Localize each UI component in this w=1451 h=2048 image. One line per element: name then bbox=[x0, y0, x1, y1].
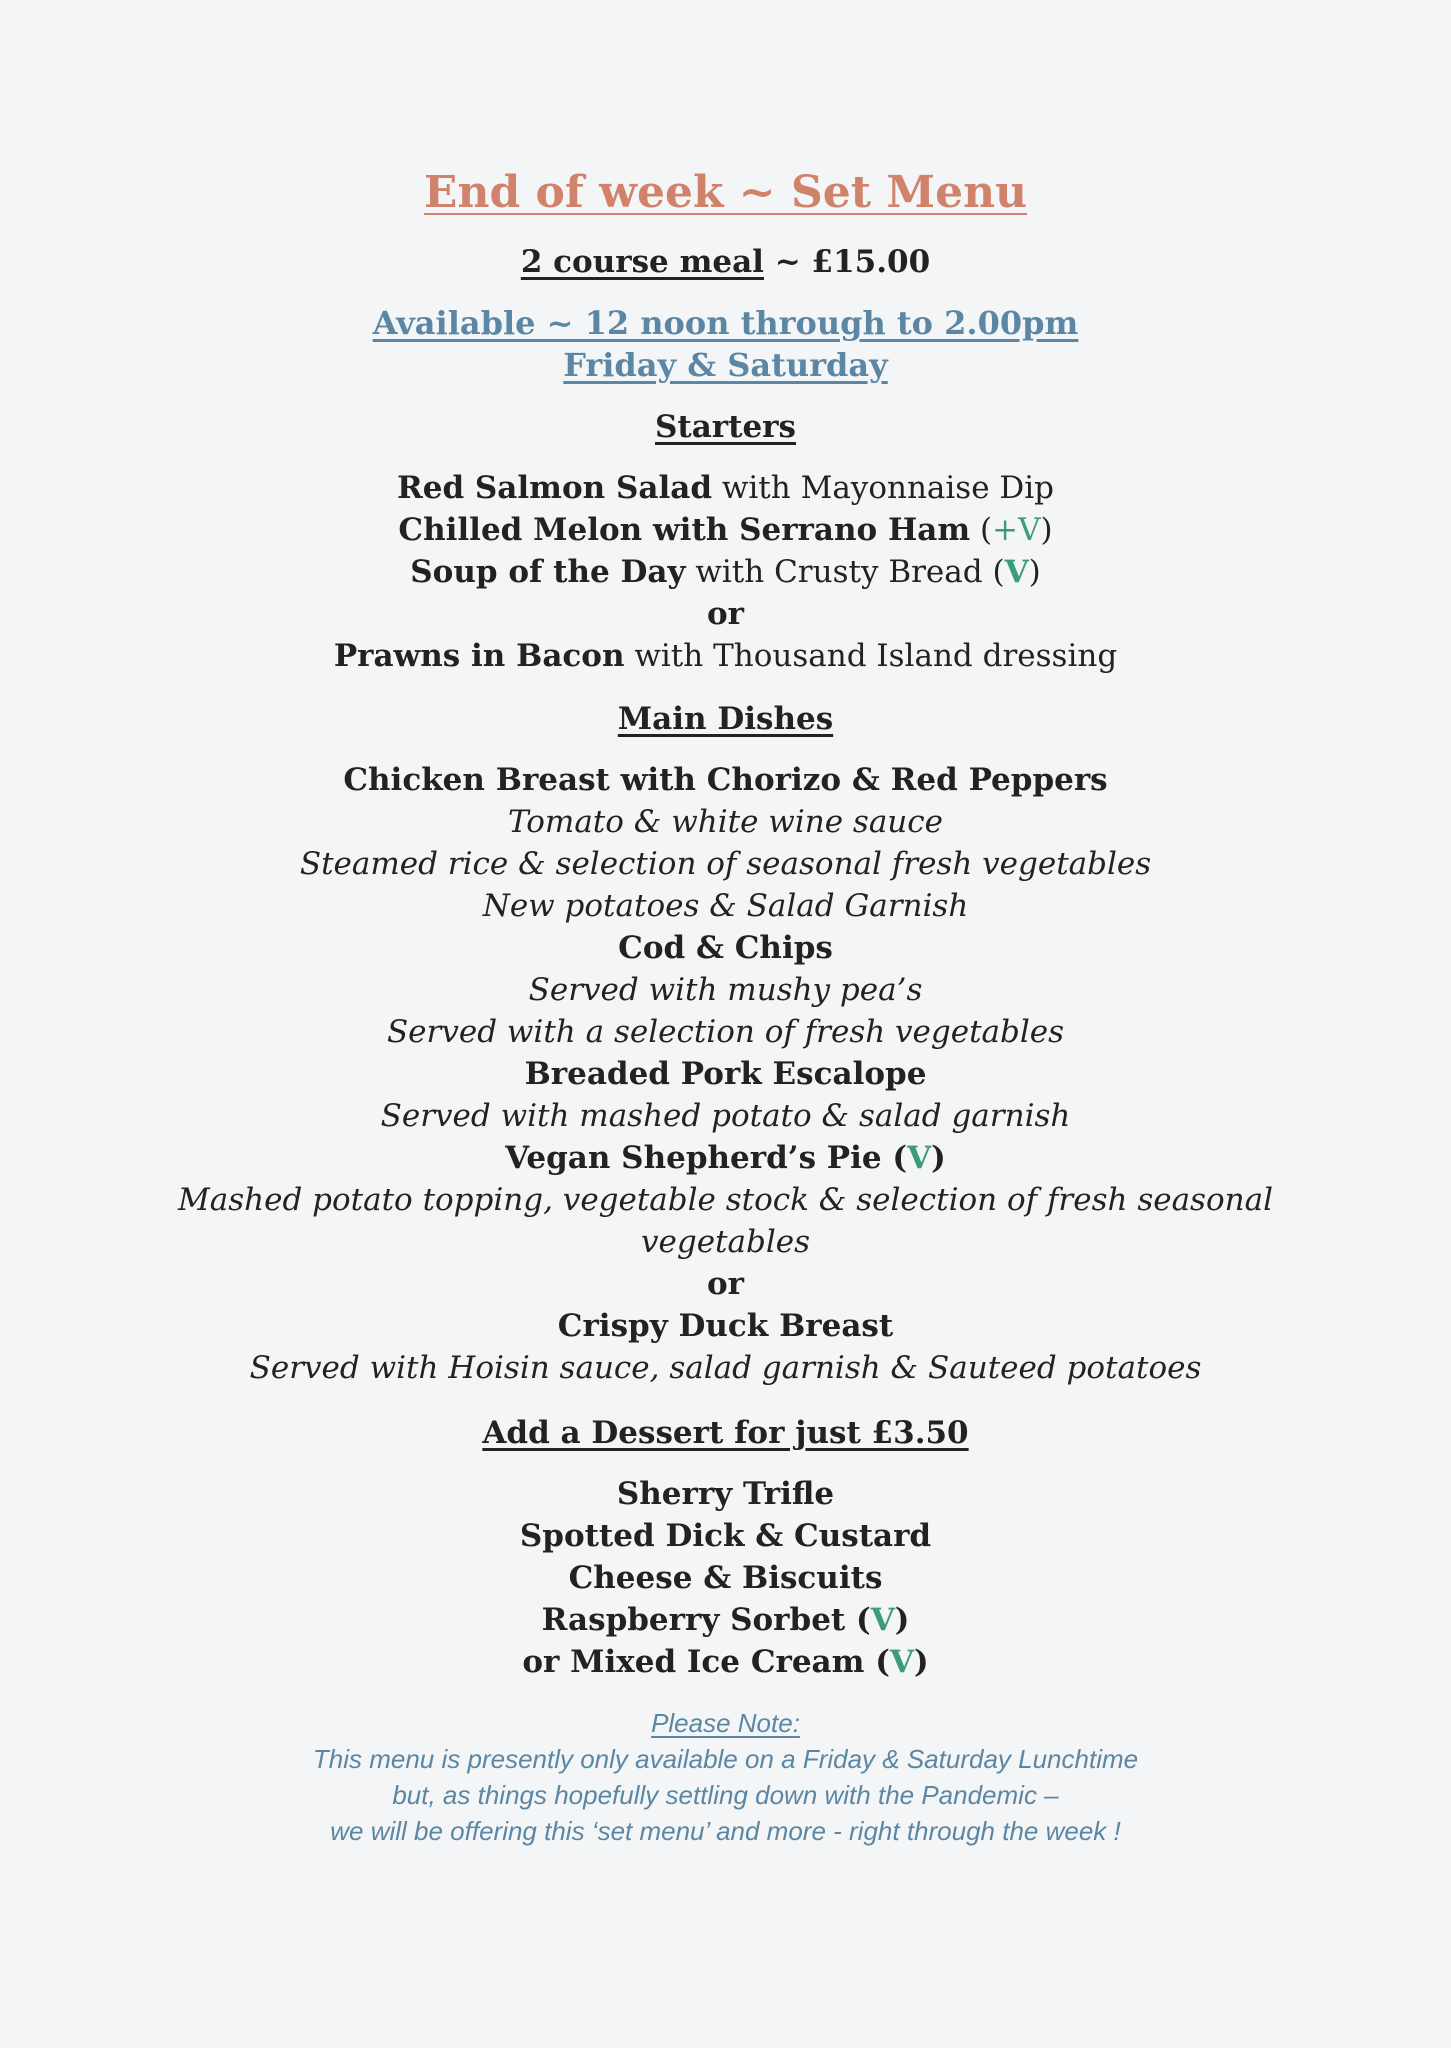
vegetarian-tag: +V bbox=[992, 512, 1041, 548]
menu-title: End of week ~ Set Menu bbox=[423, 167, 1028, 218]
note-line: but, as things hopefully settling down with the Pandemic – bbox=[392, 1780, 1059, 1810]
main-dish-name: Chicken Breast with Chorizo & Red Peppers bbox=[343, 762, 1108, 798]
dessert-name: Mixed Ice Cream bbox=[570, 1644, 876, 1680]
main-dish-desc: Steamed rice & selection of seasonal fresh vegetables bbox=[299, 846, 1152, 882]
or-separator: or bbox=[706, 596, 744, 632]
note-line: This menu is presently only available on a Friday & Saturday Lunchtime bbox=[312, 1744, 1139, 1774]
main-dish-desc: Served with mushy pea’s bbox=[528, 972, 923, 1008]
main-dish-desc: Served with Hoisin sauce, salad garnish & Sauteed potatoes bbox=[249, 1350, 1202, 1386]
main-dish-desc: Served with mashed potato & salad garnish bbox=[380, 1098, 1071, 1134]
desserts-section bbox=[0, 1412, 1451, 1683]
vegetarian-tag: V bbox=[1004, 554, 1029, 590]
starter-desc: with Mayonnaise Dip bbox=[712, 470, 1055, 506]
mains-section bbox=[0, 698, 1451, 1389]
main-dish-desc: Tomato & white wine sauce bbox=[508, 804, 943, 840]
main-dish-desc: New potatoes & Salad Garnish bbox=[482, 888, 969, 924]
dessert-item: Spotted Dick & Custard bbox=[519, 1518, 932, 1554]
main-dish-desc: Mashed potato topping, vegetable stock & selection of fresh seasonal vegetables bbox=[178, 1182, 1273, 1260]
dessert-prefix: or bbox=[522, 1644, 571, 1680]
starter-desc: with Crusty Bread bbox=[685, 554, 993, 590]
starters-heading: Starters bbox=[655, 409, 796, 445]
price-line bbox=[0, 242, 1451, 282]
dessert-item: Raspberry Sorbet (V) bbox=[541, 1602, 910, 1638]
or-separator: or bbox=[706, 1266, 744, 1302]
starter-item: Chilled Melon with Serrano Ham (+V) bbox=[398, 512, 1053, 548]
main-dish-name: Vegan Shepherd’s Pie bbox=[505, 1140, 882, 1176]
dessert-item: Sherry Trifle bbox=[616, 1476, 835, 1512]
desserts-heading: Add a Dessert for just £3.50 bbox=[482, 1415, 969, 1451]
starter-name: Soup of the Day bbox=[410, 554, 686, 590]
course-label: 2 course meal bbox=[520, 244, 764, 280]
starter-name: Red Salmon Salad bbox=[396, 470, 712, 506]
starter-item bbox=[0, 635, 1451, 677]
starter-desc: with Thousand Island dressing bbox=[624, 638, 1118, 674]
dessert-item: or Mixed Ice Cream (V) bbox=[522, 1644, 929, 1680]
availability-days: Friday & Saturday bbox=[563, 346, 888, 384]
main-dish-name: Crispy Duck Breast bbox=[557, 1308, 894, 1344]
dessert-item: Cheese & Biscuits bbox=[568, 1560, 883, 1596]
mains-heading: Main Dishes bbox=[617, 701, 834, 737]
starter-name: Chilled Melon with Serrano Ham bbox=[398, 512, 971, 548]
availability-time: Available ~ 12 noon through to 2.00pm bbox=[372, 304, 1079, 342]
vegetarian-tag: V bbox=[889, 1644, 914, 1680]
main-dish-desc: Served with a selection of fresh vegetables bbox=[386, 1014, 1065, 1050]
note-heading: Please Note: bbox=[651, 1708, 800, 1738]
dessert-name: Raspberry Sorbet bbox=[541, 1602, 857, 1638]
vegetarian-tag: V bbox=[907, 1140, 932, 1176]
main-dish-item: Vegan Shepherd’s Pie (V) bbox=[505, 1140, 946, 1176]
price-separator: ~ bbox=[763, 244, 812, 280]
starter-item: Soup of the Day with Crusty Bread (V) bbox=[410, 554, 1041, 590]
starters-section bbox=[0, 406, 1451, 677]
note-line: we will be offering this ‘set menu’ and more - right through the week ! bbox=[330, 1816, 1121, 1846]
main-dish-name: Breaded Pork Escalope bbox=[524, 1056, 927, 1092]
main-dish-name: Cod & Chips bbox=[618, 930, 833, 966]
please-note bbox=[0, 1705, 1451, 1849]
starter-name: Prawns in Bacon bbox=[333, 638, 625, 674]
starter-item bbox=[0, 467, 1451, 509]
price-amount: £15.00 bbox=[811, 244, 931, 280]
vegetarian-tag: V bbox=[870, 1602, 895, 1638]
availability bbox=[0, 302, 1451, 386]
